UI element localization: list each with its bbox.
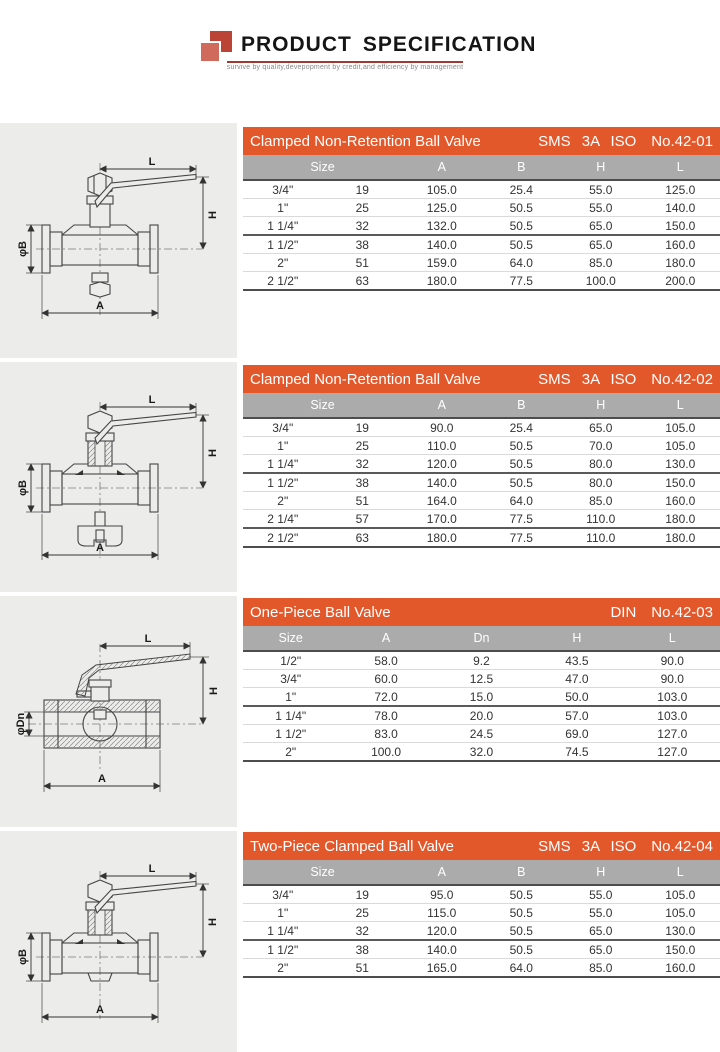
dim-label-h: H	[207, 918, 219, 926]
table-title: Clamped Non-Retention Ball Valve	[250, 132, 481, 150]
table-cell: 1 1/4"	[243, 217, 323, 236]
table-cell: 63	[355, 530, 369, 545]
table-cell: 1"	[243, 904, 323, 922]
table-cell: 1 1/4"	[243, 922, 323, 941]
valve-drawing-panel	[0, 362, 237, 592]
table-cell: 57	[323, 510, 403, 529]
tagline: survive by quality,devepopment by credit,and efficiency by management	[226, 64, 464, 71]
table-cell: 85.0	[561, 254, 641, 272]
table-cell: 150.0	[665, 475, 696, 490]
table-cell: 110.0	[561, 510, 641, 529]
table-cell: 50.0	[529, 688, 624, 707]
section-clamped-non-retention-1	[0, 123, 720, 358]
table-cell: 64.0	[482, 959, 562, 978]
table-cell: 3/4"	[243, 670, 338, 688]
table-cell: 38	[355, 942, 369, 957]
table-cell: 140.0	[426, 475, 457, 490]
table-cell: 85.0	[561, 492, 641, 510]
table-cell: 78.0	[374, 708, 398, 723]
column-header: H	[561, 393, 641, 418]
column-header: H	[561, 155, 641, 180]
logo-square-light	[199, 41, 221, 63]
table-cell: 32.0	[434, 743, 529, 762]
table-cell: 180.0	[641, 254, 720, 272]
column-header: L	[641, 393, 720, 418]
table-cell: 110.0	[402, 437, 482, 455]
table-cell: 127.0	[625, 743, 720, 762]
table-cell: 105.0	[641, 904, 720, 922]
table-cell: 25	[323, 904, 403, 922]
table-cell: 125.0	[402, 199, 482, 217]
column-header: A	[402, 860, 482, 885]
table-cell: 38	[355, 475, 369, 490]
table-cell: 55.0	[561, 180, 641, 199]
dimension-table	[243, 155, 720, 291]
table-cell: 50.5	[482, 922, 562, 941]
table-cell: 74.5	[529, 743, 624, 762]
valve-drawing-panel	[0, 596, 237, 827]
column-header: B	[482, 155, 562, 180]
table-row	[243, 199, 720, 217]
table-title: Two-Piece Clamped Ball Valve	[250, 837, 454, 855]
table-cell: 127.0	[625, 725, 720, 743]
column-header: L	[641, 860, 720, 885]
table-row	[243, 437, 720, 455]
clamped-ball-valve-drain-drawing	[0, 362, 237, 592]
table-row	[243, 492, 720, 510]
table-row	[243, 473, 720, 492]
dim-label-h: H	[208, 687, 220, 695]
section-clamped-non-retention-2	[0, 362, 720, 592]
table-cell: 55.0	[561, 199, 641, 217]
table-standard: SMS 3A ISO	[538, 132, 637, 150]
table-row	[243, 706, 720, 725]
table-number: No.42-04	[651, 837, 713, 855]
table-cell: 1 1/4"	[275, 708, 307, 723]
table-row	[243, 455, 720, 474]
table-cell: 20.0	[469, 708, 494, 723]
table-cell: 170.0	[402, 510, 482, 529]
table-cell: 140.0	[641, 199, 720, 217]
table-cell: 120.0	[402, 922, 482, 941]
table-cell: 12.5	[434, 670, 529, 688]
dim-label-l: L	[144, 633, 152, 645]
table-cell: 85.0	[561, 959, 641, 978]
table-cell: 19	[323, 418, 403, 437]
table-cell: 150.0	[665, 942, 696, 957]
table-cell: 50.5	[509, 237, 533, 252]
table-cell: 51	[323, 254, 403, 272]
table-row	[243, 254, 720, 272]
table-row	[243, 904, 720, 922]
dimension-table	[243, 860, 720, 978]
two-piece-clamped-ball-valve-drawing	[0, 831, 237, 1052]
dim-label-dn: φDn	[15, 712, 27, 736]
table-cell: 65.0	[561, 922, 641, 941]
table-cell: 64.0	[482, 254, 562, 272]
one-piece-ball-valve-drawing	[0, 596, 237, 827]
table-cell: 50.5	[509, 475, 533, 490]
table-cell: 64.0	[482, 492, 562, 510]
table-cell: 165.0	[402, 959, 482, 978]
column-header: Size	[243, 626, 338, 651]
table-cell: 24.5	[434, 725, 529, 743]
dim-label-h: H	[207, 211, 219, 219]
table-cell: 80.0	[561, 455, 641, 474]
table-cell: 105.0	[641, 437, 720, 455]
table-header-row	[243, 626, 720, 651]
table-cell: 1"	[243, 437, 323, 455]
table-cell: 95.0	[402, 885, 482, 904]
table-cell: 70.0	[561, 437, 641, 455]
table-cell: 2"	[243, 254, 323, 272]
table-cell: 32	[323, 922, 403, 941]
table-cell: 90.0	[625, 651, 720, 670]
table-row	[243, 940, 720, 959]
table-cell: 160.0	[665, 237, 696, 252]
valve-drawing-panel	[0, 831, 237, 1052]
table-cell: 164.0	[402, 492, 482, 510]
table-cell: 77.5	[509, 530, 533, 545]
table-number: No.42-02	[651, 370, 713, 388]
table-cell: 57.0	[565, 708, 589, 723]
table-cell: 110.0	[586, 530, 616, 545]
table-cell: 65.0	[589, 942, 613, 957]
page-title	[241, 33, 536, 57]
table-standard: SMS 3A ISO	[538, 370, 637, 388]
column-header: Size	[243, 860, 402, 885]
table-cell: 55.0	[561, 904, 641, 922]
table-number: No.42-03	[651, 603, 713, 621]
title-underline	[227, 61, 463, 63]
table-cell: 105.0	[641, 885, 720, 904]
table-cell: 105.0	[402, 180, 482, 199]
table-cell: 50.5	[509, 942, 533, 957]
table-cell: 25	[323, 199, 403, 217]
table-cell: 130.0	[641, 922, 720, 941]
table-cell: 180.0	[426, 530, 457, 545]
table-row	[243, 959, 720, 978]
table-cell: 90.0	[625, 670, 720, 688]
table-cell: 105.0	[641, 418, 720, 437]
table-row	[243, 670, 720, 688]
page-title-word2: SPECIFICATION	[362, 33, 537, 56]
column-header: L	[625, 626, 720, 651]
table-header-row	[243, 155, 720, 180]
table-cell: 3/4"	[243, 885, 323, 904]
section-two-piece-clamped	[0, 831, 720, 1052]
dim-label-a: A	[96, 542, 104, 554]
dim-label-l: L	[148, 156, 156, 168]
column-header: L	[641, 155, 720, 180]
table-cell: 19	[323, 180, 403, 199]
table-cell: 140.0	[426, 237, 457, 252]
table-cell: 2 1/2"	[267, 530, 299, 545]
table-row	[243, 743, 720, 762]
table-cell: 130.0	[641, 455, 720, 474]
table-cell: 132.0	[402, 217, 482, 236]
column-header: Size	[243, 393, 402, 418]
table-row	[243, 528, 720, 547]
table-cell: 1"	[243, 688, 338, 707]
table-cell: 2"	[243, 492, 323, 510]
table-cell: 3/4"	[243, 418, 323, 437]
table-cell: 80.0	[589, 475, 613, 490]
table-row	[243, 922, 720, 941]
dimension-table	[243, 393, 720, 548]
table-number: No.42-01	[651, 132, 713, 150]
table-cell: 47.0	[529, 670, 624, 688]
table-cell: 77.5	[482, 510, 562, 529]
table-cell: 69.0	[529, 725, 624, 743]
table-cell: 180.0	[665, 530, 696, 545]
dim-label-l: L	[148, 394, 156, 406]
table-cell: 1/2"	[243, 651, 338, 670]
table-cell: 25.4	[482, 418, 562, 437]
column-header: H	[561, 860, 641, 885]
table-row	[243, 272, 720, 291]
table-title-bar	[243, 832, 720, 860]
table-cell: 58.0	[338, 651, 433, 670]
table-cell: 160.0	[641, 492, 720, 510]
dim-label-l: L	[148, 863, 156, 875]
dimension-table	[243, 626, 720, 762]
column-header: A	[338, 626, 433, 651]
table-cell: 55.0	[561, 885, 641, 904]
table-cell: 65.0	[589, 237, 613, 252]
table-cell: 180.0	[641, 510, 720, 529]
table-standard: SMS 3A ISO	[538, 837, 637, 855]
dim-label-a: A	[96, 300, 104, 312]
table-row	[243, 217, 720, 236]
table-cell: 51	[323, 959, 403, 978]
table-cell: 25.4	[482, 180, 562, 199]
table-cell: 65.0	[561, 217, 641, 236]
table-cell: 65.0	[561, 418, 641, 437]
table-title: One-Piece Ball Valve	[250, 603, 391, 621]
table-cell: 72.0	[338, 688, 433, 707]
table-cell: 159.0	[402, 254, 482, 272]
section-one-piece	[0, 596, 720, 827]
table-cell: 120.0	[402, 455, 482, 474]
table-cell: 43.5	[529, 651, 624, 670]
table-cell: 100.0	[338, 743, 433, 762]
table-cell: 38	[355, 237, 369, 252]
table-cell: 140.0	[426, 942, 457, 957]
table-title-bar	[243, 598, 720, 626]
table-row	[243, 725, 720, 743]
column-header: Dn	[434, 626, 529, 651]
table-row	[243, 418, 720, 437]
dim-label-b: φB	[17, 480, 29, 496]
table-cell: 90.0	[402, 418, 482, 437]
page-title-word1: PRODUCT	[241, 33, 352, 56]
table-standard: DIN	[610, 603, 637, 621]
table-cell: 83.0	[338, 725, 433, 743]
table-row	[243, 688, 720, 707]
table-header-row	[243, 393, 720, 418]
column-header: H	[529, 626, 624, 651]
table-cell: 60.0	[338, 670, 433, 688]
table-cell: 1 1/2"	[267, 475, 299, 490]
table-row	[243, 510, 720, 529]
table-cell: 50.5	[482, 199, 562, 217]
table-title: Clamped Non-Retention Ball Valve	[250, 370, 481, 388]
table-cell: 3/4"	[243, 180, 323, 199]
clamped-ball-valve-drawing	[0, 123, 237, 358]
table-row	[243, 180, 720, 199]
table-row	[243, 651, 720, 670]
table-cell: 50.5	[482, 217, 562, 236]
table-cell: 1 1/4"	[243, 455, 323, 474]
table-cell: 103.0	[625, 688, 720, 707]
table-cell: 50.5	[482, 904, 562, 922]
table-cell: 2"	[243, 959, 323, 978]
table-row	[243, 885, 720, 904]
table-cell: 160.0	[641, 959, 720, 978]
table-cell: 32	[323, 455, 403, 474]
table-cell: 150.0	[641, 217, 720, 236]
dim-label-a: A	[98, 773, 106, 785]
table-title-bar	[243, 365, 720, 393]
table-cell: 1 1/2"	[267, 942, 299, 957]
column-header: B	[482, 860, 562, 885]
table-title-bar	[243, 127, 720, 155]
table-cell: 103.0	[657, 708, 688, 723]
dim-label-h: H	[207, 449, 219, 457]
table-cell: 125.0	[641, 180, 720, 199]
dim-label-b: φB	[17, 241, 29, 257]
table-cell: 50.5	[482, 885, 562, 904]
table-cell: 63	[323, 272, 403, 291]
table-cell: 1 1/2"	[243, 725, 338, 743]
table-cell: 2"	[243, 743, 338, 762]
column-header: Size	[243, 155, 402, 180]
table-cell: 25	[323, 437, 403, 455]
table-cell: 180.0	[402, 272, 482, 291]
column-header: B	[482, 393, 562, 418]
table-cell: 100.0	[561, 272, 641, 291]
column-header: A	[402, 155, 482, 180]
table-cell: 51	[323, 492, 403, 510]
table-cell: 50.5	[482, 437, 562, 455]
table-cell: 77.5	[482, 272, 562, 291]
table-cell: 2 1/4"	[243, 510, 323, 529]
table-cell: 1"	[243, 199, 323, 217]
column-header: A	[402, 393, 482, 418]
table-cell: 50.5	[482, 455, 562, 474]
table-cell: 32	[323, 217, 403, 236]
table-cell: 15.0	[434, 688, 529, 707]
table-cell: 2 1/2"	[243, 272, 323, 291]
table-cell: 19	[323, 885, 403, 904]
table-cell: 1 1/2"	[267, 237, 299, 252]
table-cell: 200.0	[641, 272, 720, 291]
table-row	[243, 235, 720, 254]
valve-drawing-panel	[0, 123, 237, 358]
table-cell: 9.2	[434, 651, 529, 670]
table-header-row	[243, 860, 720, 885]
dim-label-b: φB	[17, 949, 29, 965]
table-cell: 115.0	[402, 904, 482, 922]
dim-label-a: A	[96, 1004, 104, 1016]
